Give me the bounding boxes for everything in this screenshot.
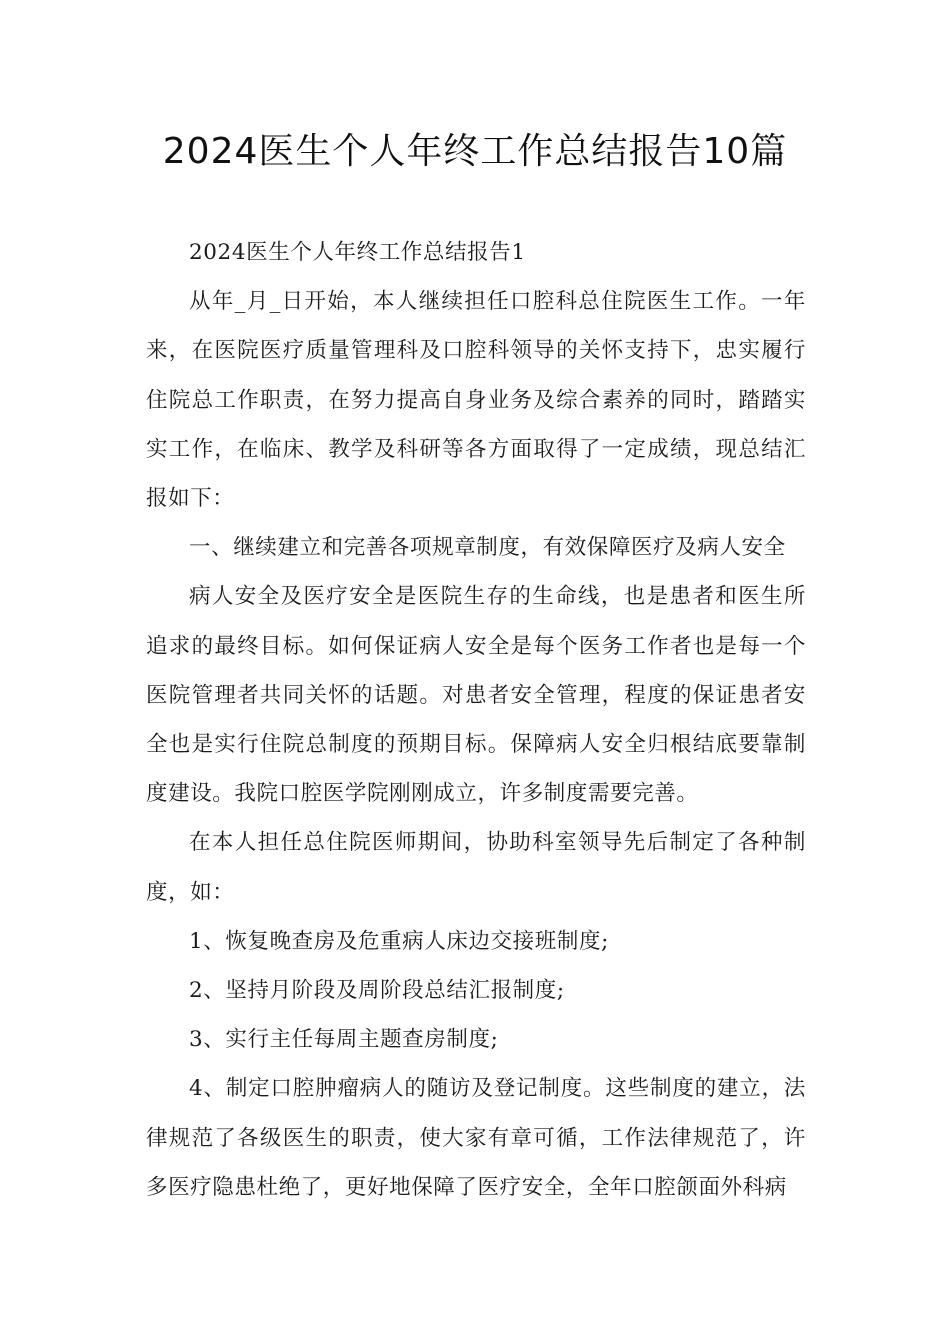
list-item: 4、制定口腔肿瘤病人的随访及登记制度。这些制度的建立，法律规范了各级医生的职责，使大家有章可循，工作法律规范了，许多医疗隐患杜绝了，更好地保障了医疗安全，全年口腔颌面外科病 (146, 1076, 806, 1200)
systems-intro-paragraph: 在本人担任总住院医师期间，协助科室领导先后制定了各种制度，如： (146, 830, 806, 905)
intro-paragraph: 从年_月_日开始，本人继续担任口腔科总住院医生工作。一年来，在医院医疗质量管理科及口腔科领导的关怀支持下，忠实履行住院总工作职责，在努力提高自身业务及综合素养的同时，踏踏实实工作，在临床、教学及科研等各方面取得了一定成绩，现总结汇报如下： (146, 289, 806, 512)
document-title: 2024医生个人年终工作总结报告10篇 (162, 131, 788, 172)
section-heading-1: 一、继续建立和完善各项规章制度，有效保障医疗及病人安全 (189, 535, 786, 561)
report-subtitle: 2024医生个人年终工作总结报告1 (189, 240, 526, 265)
list-item: 2、坚持月阶段及周阶段总结汇报制度; (189, 978, 565, 1004)
document-body (146, 228, 806, 1212)
list-item: 3、实行主任每周主题查房制度; (189, 1027, 499, 1053)
safety-paragraph: 病人安全及医疗安全是医院生存的生命线，也是患者和医生所追求的最终目标。如何保证病人安全是每个医务工作者也是每一个医院管理者共同关怀的话题。对患者安全管理，程度的保证患者安全也是实行住院总制度的预期目标。保障病人安全归根结底要靠制度建设。我院口腔医学院刚刚成立，许多制度需要完善。 (146, 584, 806, 807)
list-item: 1、恢复晚查房及危重病人床边交接班制度; (189, 928, 609, 954)
